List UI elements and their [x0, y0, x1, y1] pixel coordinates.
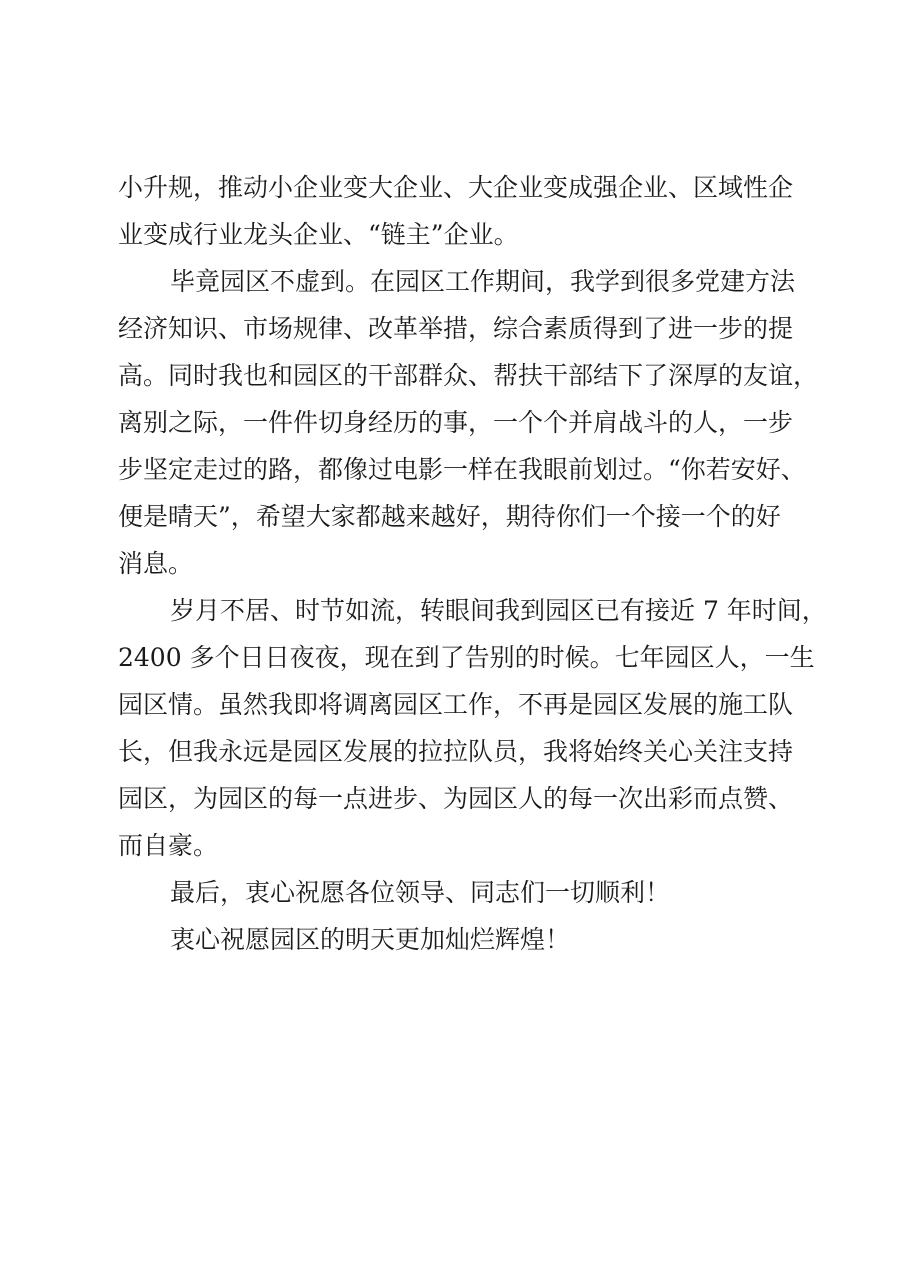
text-line: 园区，为园区的每一点进步、为园区人的每一次出彩而点赞、 — [118, 784, 794, 813]
text-line: 长，但我永远是园区发展的拉拉队员，我将始终关心关注支持 — [118, 737, 794, 766]
text-line: 而自豪。 — [118, 831, 219, 860]
document-body — [118, 164, 827, 963]
text-line: 小升规，推动小企业变大企业、大企业变成强企业、区域性企 — [118, 173, 794, 202]
text-line: 2400 多个日日夜夜，现在到了告别的时候。七年园区人，一生 — [118, 643, 815, 672]
text-line: 离别之际，一件件切身经历的事，一个个并肩战斗的人，一步 — [118, 408, 794, 437]
text-line: 园区情。虽然我即将调离园区工作，不再是园区发展的施工队 — [118, 690, 794, 719]
closing-wish-line: 衷心祝愿园区的明天更加灿烂辉煌！ — [170, 925, 571, 954]
text-line: 高。同时我也和园区的干部群众、帮扶干部结下了深厚的友谊， — [118, 361, 819, 390]
closing-wish-line: 最后，衷心祝愿各位领导、同志们一切顺利！ — [170, 878, 671, 907]
paragraph-start-line: 毕竟园区不虚到。在园区工作期间，我学到很多党建方法 — [170, 267, 796, 296]
text-line: 步坚定走过的路，都像过电影一样在我眼前划过。“你若安好、 — [118, 455, 806, 484]
text-line: 经济知识、市场规律、改革举措，综合素质得到了进一步的提 — [118, 314, 794, 343]
paragraph-start-line: 岁月不居、时节如流，转眼间我到园区已有接近 7 年时间， — [170, 596, 827, 625]
text-line: 消息。 — [118, 549, 194, 578]
text-line: 业变成行业龙头企业、“链主”企业。 — [118, 220, 519, 249]
text-line: 便是晴天”，希望大家都越来越好，期待你们一个接一个的好 — [118, 502, 781, 531]
